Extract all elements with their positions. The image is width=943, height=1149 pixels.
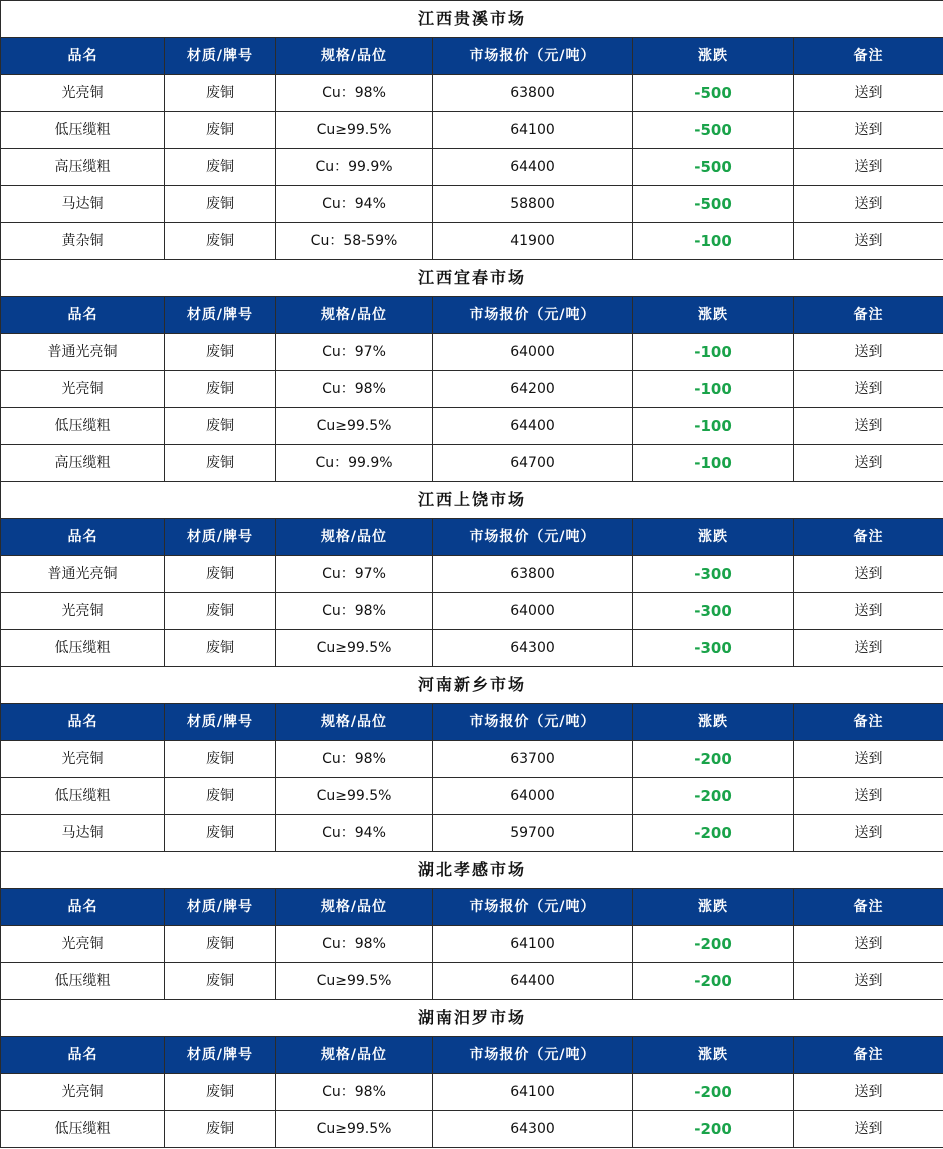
cell-change: -200 [633, 926, 794, 963]
cell-change: -200 [633, 963, 794, 1000]
column-header-spec: 规格/品位 [276, 1037, 433, 1074]
cell-material: 废铜 [165, 223, 276, 260]
cell-price: 64300 [433, 1111, 633, 1148]
cell-material: 废铜 [165, 75, 276, 112]
cell-change: -100 [633, 223, 794, 260]
market-title-row [1, 852, 943, 889]
table-row [1, 75, 943, 112]
table-row [1, 186, 943, 223]
table-row [1, 149, 943, 186]
cell-change: -300 [633, 556, 794, 593]
column-header-spec: 规格/品位 [276, 519, 433, 556]
table-row [1, 926, 943, 963]
cell-product-name: 普通光亮铜 [1, 334, 165, 371]
cell-price: 63700 [433, 741, 633, 778]
table-row [1, 778, 943, 815]
column-header-product-name: 品名 [1, 704, 165, 741]
cell-product-name: 光亮铜 [1, 75, 165, 112]
cell-price: 63800 [433, 556, 633, 593]
column-header-note: 备注 [794, 519, 943, 556]
cell-material: 废铜 [165, 926, 276, 963]
column-header-note: 备注 [794, 704, 943, 741]
column-header-product-name: 品名 [1, 297, 165, 334]
table-row [1, 445, 943, 482]
cell-note: 送到 [794, 75, 943, 112]
table-row [1, 963, 943, 1000]
column-header-row [1, 1037, 943, 1074]
cell-spec: Cu：98% [276, 371, 433, 408]
cell-material: 废铜 [165, 112, 276, 149]
cell-spec: Cu：94% [276, 186, 433, 223]
column-header-price: 市场报价（元/吨） [433, 1037, 633, 1074]
cell-material: 废铜 [165, 334, 276, 371]
cell-spec: Cu≥99.5% [276, 1111, 433, 1148]
cell-note: 送到 [794, 1111, 943, 1148]
cell-change: -500 [633, 112, 794, 149]
cell-material: 废铜 [165, 149, 276, 186]
cell-price: 64000 [433, 778, 633, 815]
column-header-price: 市场报价（元/吨） [433, 704, 633, 741]
cell-change: -300 [633, 630, 794, 667]
column-header-price: 市场报价（元/吨） [433, 38, 633, 75]
cell-change: -200 [633, 1111, 794, 1148]
table-body [1, 1, 943, 1148]
cell-material: 废铜 [165, 815, 276, 852]
column-header-spec: 规格/品位 [276, 38, 433, 75]
cell-product-name: 光亮铜 [1, 741, 165, 778]
cell-material: 废铜 [165, 963, 276, 1000]
cell-product-name: 黄杂铜 [1, 223, 165, 260]
column-header-price: 市场报价（元/吨） [433, 297, 633, 334]
cell-material: 废铜 [165, 408, 276, 445]
column-header-material: 材质/牌号 [165, 889, 276, 926]
column-header-change: 涨跌 [633, 519, 794, 556]
table-row [1, 741, 943, 778]
column-header-product-name: 品名 [1, 38, 165, 75]
cell-price: 64100 [433, 926, 633, 963]
cell-spec: Cu≥99.5% [276, 408, 433, 445]
cell-change: -200 [633, 778, 794, 815]
cell-note: 送到 [794, 963, 943, 1000]
market-title-row [1, 667, 943, 704]
cell-price: 64200 [433, 371, 633, 408]
column-header-change: 涨跌 [633, 38, 794, 75]
cell-change: -200 [633, 1074, 794, 1111]
column-header-note: 备注 [794, 889, 943, 926]
table-row [1, 408, 943, 445]
column-header-material: 材质/牌号 [165, 519, 276, 556]
column-header-spec: 规格/品位 [276, 704, 433, 741]
table-row [1, 630, 943, 667]
cell-change: -100 [633, 371, 794, 408]
market-title: 江西上饶市场 [1, 482, 943, 519]
cell-note: 送到 [794, 149, 943, 186]
cell-change: -100 [633, 334, 794, 371]
cell-change: -100 [633, 408, 794, 445]
cell-spec: Cu：99.9% [276, 445, 433, 482]
cell-change: -100 [633, 445, 794, 482]
table-row [1, 556, 943, 593]
cell-price: 64400 [433, 149, 633, 186]
column-header-change: 涨跌 [633, 889, 794, 926]
cell-product-name: 低压缆粗 [1, 630, 165, 667]
cell-product-name: 高压缆粗 [1, 445, 165, 482]
column-header-material: 材质/牌号 [165, 38, 276, 75]
cell-spec: Cu：58-59% [276, 223, 433, 260]
column-header-spec: 规格/品位 [276, 889, 433, 926]
cell-price: 63800 [433, 75, 633, 112]
cell-price: 64000 [433, 334, 633, 371]
column-header-note: 备注 [794, 38, 943, 75]
market-title: 湖南汨罗市场 [1, 1000, 943, 1037]
cell-material: 废铜 [165, 741, 276, 778]
cell-note: 送到 [794, 778, 943, 815]
cell-spec: Cu：98% [276, 741, 433, 778]
cell-material: 废铜 [165, 1074, 276, 1111]
cell-change: -500 [633, 75, 794, 112]
cell-note: 送到 [794, 593, 943, 630]
cell-product-name: 低压缆粗 [1, 778, 165, 815]
cell-spec: Cu：98% [276, 75, 433, 112]
cell-change: -300 [633, 593, 794, 630]
cell-note: 送到 [794, 815, 943, 852]
cell-price: 64400 [433, 408, 633, 445]
cell-change: -500 [633, 186, 794, 223]
cell-product-name: 低压缆粗 [1, 112, 165, 149]
cell-note: 送到 [794, 371, 943, 408]
cell-spec: Cu：97% [276, 334, 433, 371]
table-row [1, 1074, 943, 1111]
table-row [1, 371, 943, 408]
table-row [1, 1111, 943, 1148]
cell-product-name: 马达铜 [1, 186, 165, 223]
cell-note: 送到 [794, 186, 943, 223]
column-header-row [1, 704, 943, 741]
cell-price: 58800 [433, 186, 633, 223]
column-header-row [1, 38, 943, 75]
column-header-material: 材质/牌号 [165, 1037, 276, 1074]
cell-note: 送到 [794, 223, 943, 260]
column-header-product-name: 品名 [1, 519, 165, 556]
column-header-change: 涨跌 [633, 297, 794, 334]
cell-note: 送到 [794, 1074, 943, 1111]
cell-product-name: 低压缆粗 [1, 408, 165, 445]
column-header-price: 市场报价（元/吨） [433, 519, 633, 556]
cell-product-name: 低压缆粗 [1, 1111, 165, 1148]
cell-note: 送到 [794, 445, 943, 482]
column-header-note: 备注 [794, 297, 943, 334]
cell-change: -500 [633, 149, 794, 186]
cell-material: 废铜 [165, 1111, 276, 1148]
column-header-material: 材质/牌号 [165, 704, 276, 741]
cell-spec: Cu：94% [276, 815, 433, 852]
cell-spec: Cu≥99.5% [276, 778, 433, 815]
cell-note: 送到 [794, 741, 943, 778]
cell-product-name: 光亮铜 [1, 926, 165, 963]
cell-price: 64000 [433, 593, 633, 630]
cell-material: 废铜 [165, 371, 276, 408]
cell-spec: Cu：97% [276, 556, 433, 593]
cell-material: 废铜 [165, 593, 276, 630]
cell-note: 送到 [794, 556, 943, 593]
column-header-price: 市场报价（元/吨） [433, 889, 633, 926]
column-header-row [1, 297, 943, 334]
cell-note: 送到 [794, 630, 943, 667]
cell-material: 废铜 [165, 630, 276, 667]
cell-price: 64100 [433, 1074, 633, 1111]
market-title-row [1, 1, 943, 38]
cell-change: -200 [633, 741, 794, 778]
column-header-note: 备注 [794, 1037, 943, 1074]
cell-price: 64100 [433, 112, 633, 149]
column-header-row [1, 889, 943, 926]
cell-spec: Cu≥99.5% [276, 630, 433, 667]
table-row [1, 334, 943, 371]
cell-note: 送到 [794, 334, 943, 371]
cell-product-name: 普通光亮铜 [1, 556, 165, 593]
cell-price: 41900 [433, 223, 633, 260]
table-row [1, 112, 943, 149]
cell-spec: Cu≥99.5% [276, 112, 433, 149]
column-header-change: 涨跌 [633, 1037, 794, 1074]
cell-material: 废铜 [165, 445, 276, 482]
market-title: 江西宜春市场 [1, 260, 943, 297]
cell-product-name: 光亮铜 [1, 371, 165, 408]
cell-note: 送到 [794, 408, 943, 445]
column-header-spec: 规格/品位 [276, 297, 433, 334]
cell-material: 废铜 [165, 556, 276, 593]
column-header-product-name: 品名 [1, 1037, 165, 1074]
cell-change: -200 [633, 815, 794, 852]
cell-price: 64300 [433, 630, 633, 667]
column-header-product-name: 品名 [1, 889, 165, 926]
cell-material: 废铜 [165, 186, 276, 223]
column-header-material: 材质/牌号 [165, 297, 276, 334]
column-header-row [1, 519, 943, 556]
cell-spec: Cu：98% [276, 926, 433, 963]
cell-price: 64400 [433, 963, 633, 1000]
cell-spec: Cu≥99.5% [276, 963, 433, 1000]
cell-product-name: 光亮铜 [1, 1074, 165, 1111]
cell-material: 废铜 [165, 778, 276, 815]
market-title-row [1, 260, 943, 297]
cell-spec: Cu：98% [276, 1074, 433, 1111]
market-title-row [1, 1000, 943, 1037]
cell-price: 59700 [433, 815, 633, 852]
column-header-change: 涨跌 [633, 704, 794, 741]
table-row [1, 593, 943, 630]
cell-product-name: 低压缆粗 [1, 963, 165, 1000]
cell-product-name: 高压缆粗 [1, 149, 165, 186]
cell-product-name: 光亮铜 [1, 593, 165, 630]
table-row [1, 815, 943, 852]
cell-spec: Cu：99.9% [276, 149, 433, 186]
market-title: 河南新乡市场 [1, 667, 943, 704]
table-row [1, 223, 943, 260]
market-title: 江西贵溪市场 [1, 1, 943, 38]
cell-product-name: 马达铜 [1, 815, 165, 852]
market-title-row [1, 482, 943, 519]
cell-note: 送到 [794, 112, 943, 149]
cell-price: 64700 [433, 445, 633, 482]
cell-note: 送到 [794, 926, 943, 963]
cell-spec: Cu：98% [276, 593, 433, 630]
market-title: 湖北孝感市场 [1, 852, 943, 889]
